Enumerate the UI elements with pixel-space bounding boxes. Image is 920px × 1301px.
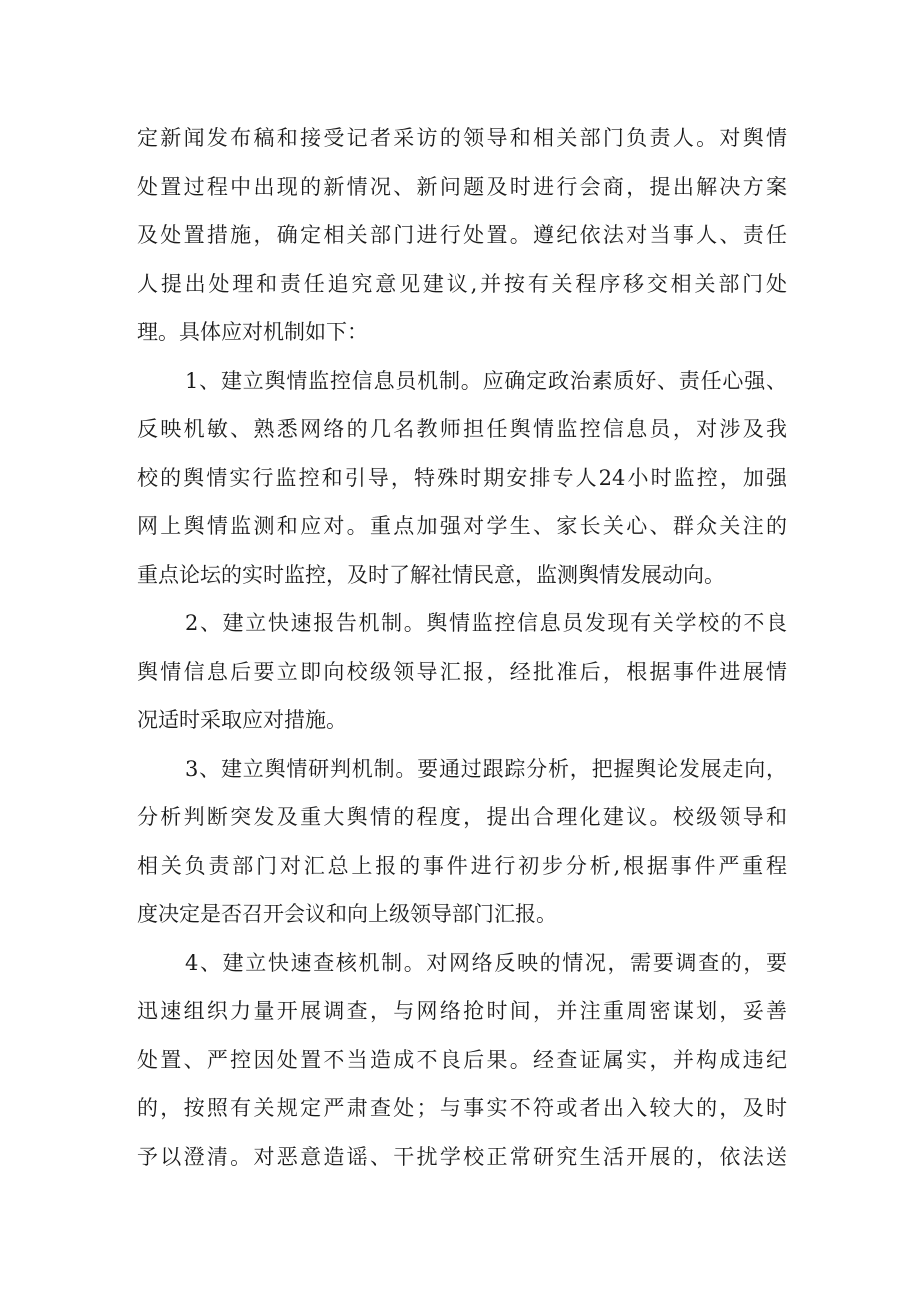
text-line: 网上舆情监测和应对。重点加强对学生、家长关心、群众关注的 [137,514,787,538]
text-line: 4、建立快速查核机制。对网络反映的情况，需要调查的，要 [185,950,787,975]
text-line: 处置、严控因处置不当造成不良后果。经查证属实，并构成违纪 [137,1047,787,1072]
text-line: 分析判断突发及重大舆情的程度，提出合理化建议。校级领导和 [137,805,787,829]
text-line: 及处置措施，确定相关部门进行处置。遵纪依法对当事人、责任 [137,223,787,247]
text-line: 重点论坛的实时监控，及时了解社情民意，监测舆情发展动向。 [137,562,725,587]
text-line: 理。具体应对机制如下： [137,320,368,344]
text-line: 舆情信息后要立即向校级领导汇报，经批准后，根据事件进展情 [137,659,787,684]
text-line: 反映机敏、熟悉网络的几名教师担任舆情监控信息员，对涉及我 [137,417,787,441]
document-body [137,114,787,1181]
text-line: 1、建立舆情监控信息员机制。应确定政治素质好、责任心强、 [185,368,787,393]
text-line: 3、建立舆情研判机制。要通过跟踪分析，把握舆论发展走向， [185,756,787,781]
text-line: 度决定是否召开会议和向上级领导部门汇报。 [137,902,557,926]
text-line: 定新闻发布稿和接受记者采访的领导和相关部门负责人。对舆情 [137,126,787,150]
text-line: 迅速组织力量开展调查，与网络抢时间，并注重周密谋划，妥善 [137,999,787,1023]
text-line: 2、建立快速报告机制。舆情监控信息员发现有关学校的不良 [185,611,787,635]
text-line: 况适时采取应对措施。 [137,708,347,732]
text-line: 予以澄清。对恶意造谣、干扰学校正常研究生活开展的，依法送 [137,1144,787,1169]
text-line: 相关负责部门对汇总上报的事件进行初步分析,根据事件严重程 [137,853,787,878]
text-line: 处置过程中出现的新情况、新问题及时进行会商，提出解决方案 [137,174,787,199]
text-line: 校的舆情实行监控和引导，特殊时期安排专人24小时监控，加强 [137,465,787,490]
text-line: 的，按照有关规定严肃查处；与事实不符或者出入较大的，及时 [137,1096,787,1120]
text-line: 人提出处理和责任追究意见建议,并按有关程序移交相关部门处 [137,271,787,296]
